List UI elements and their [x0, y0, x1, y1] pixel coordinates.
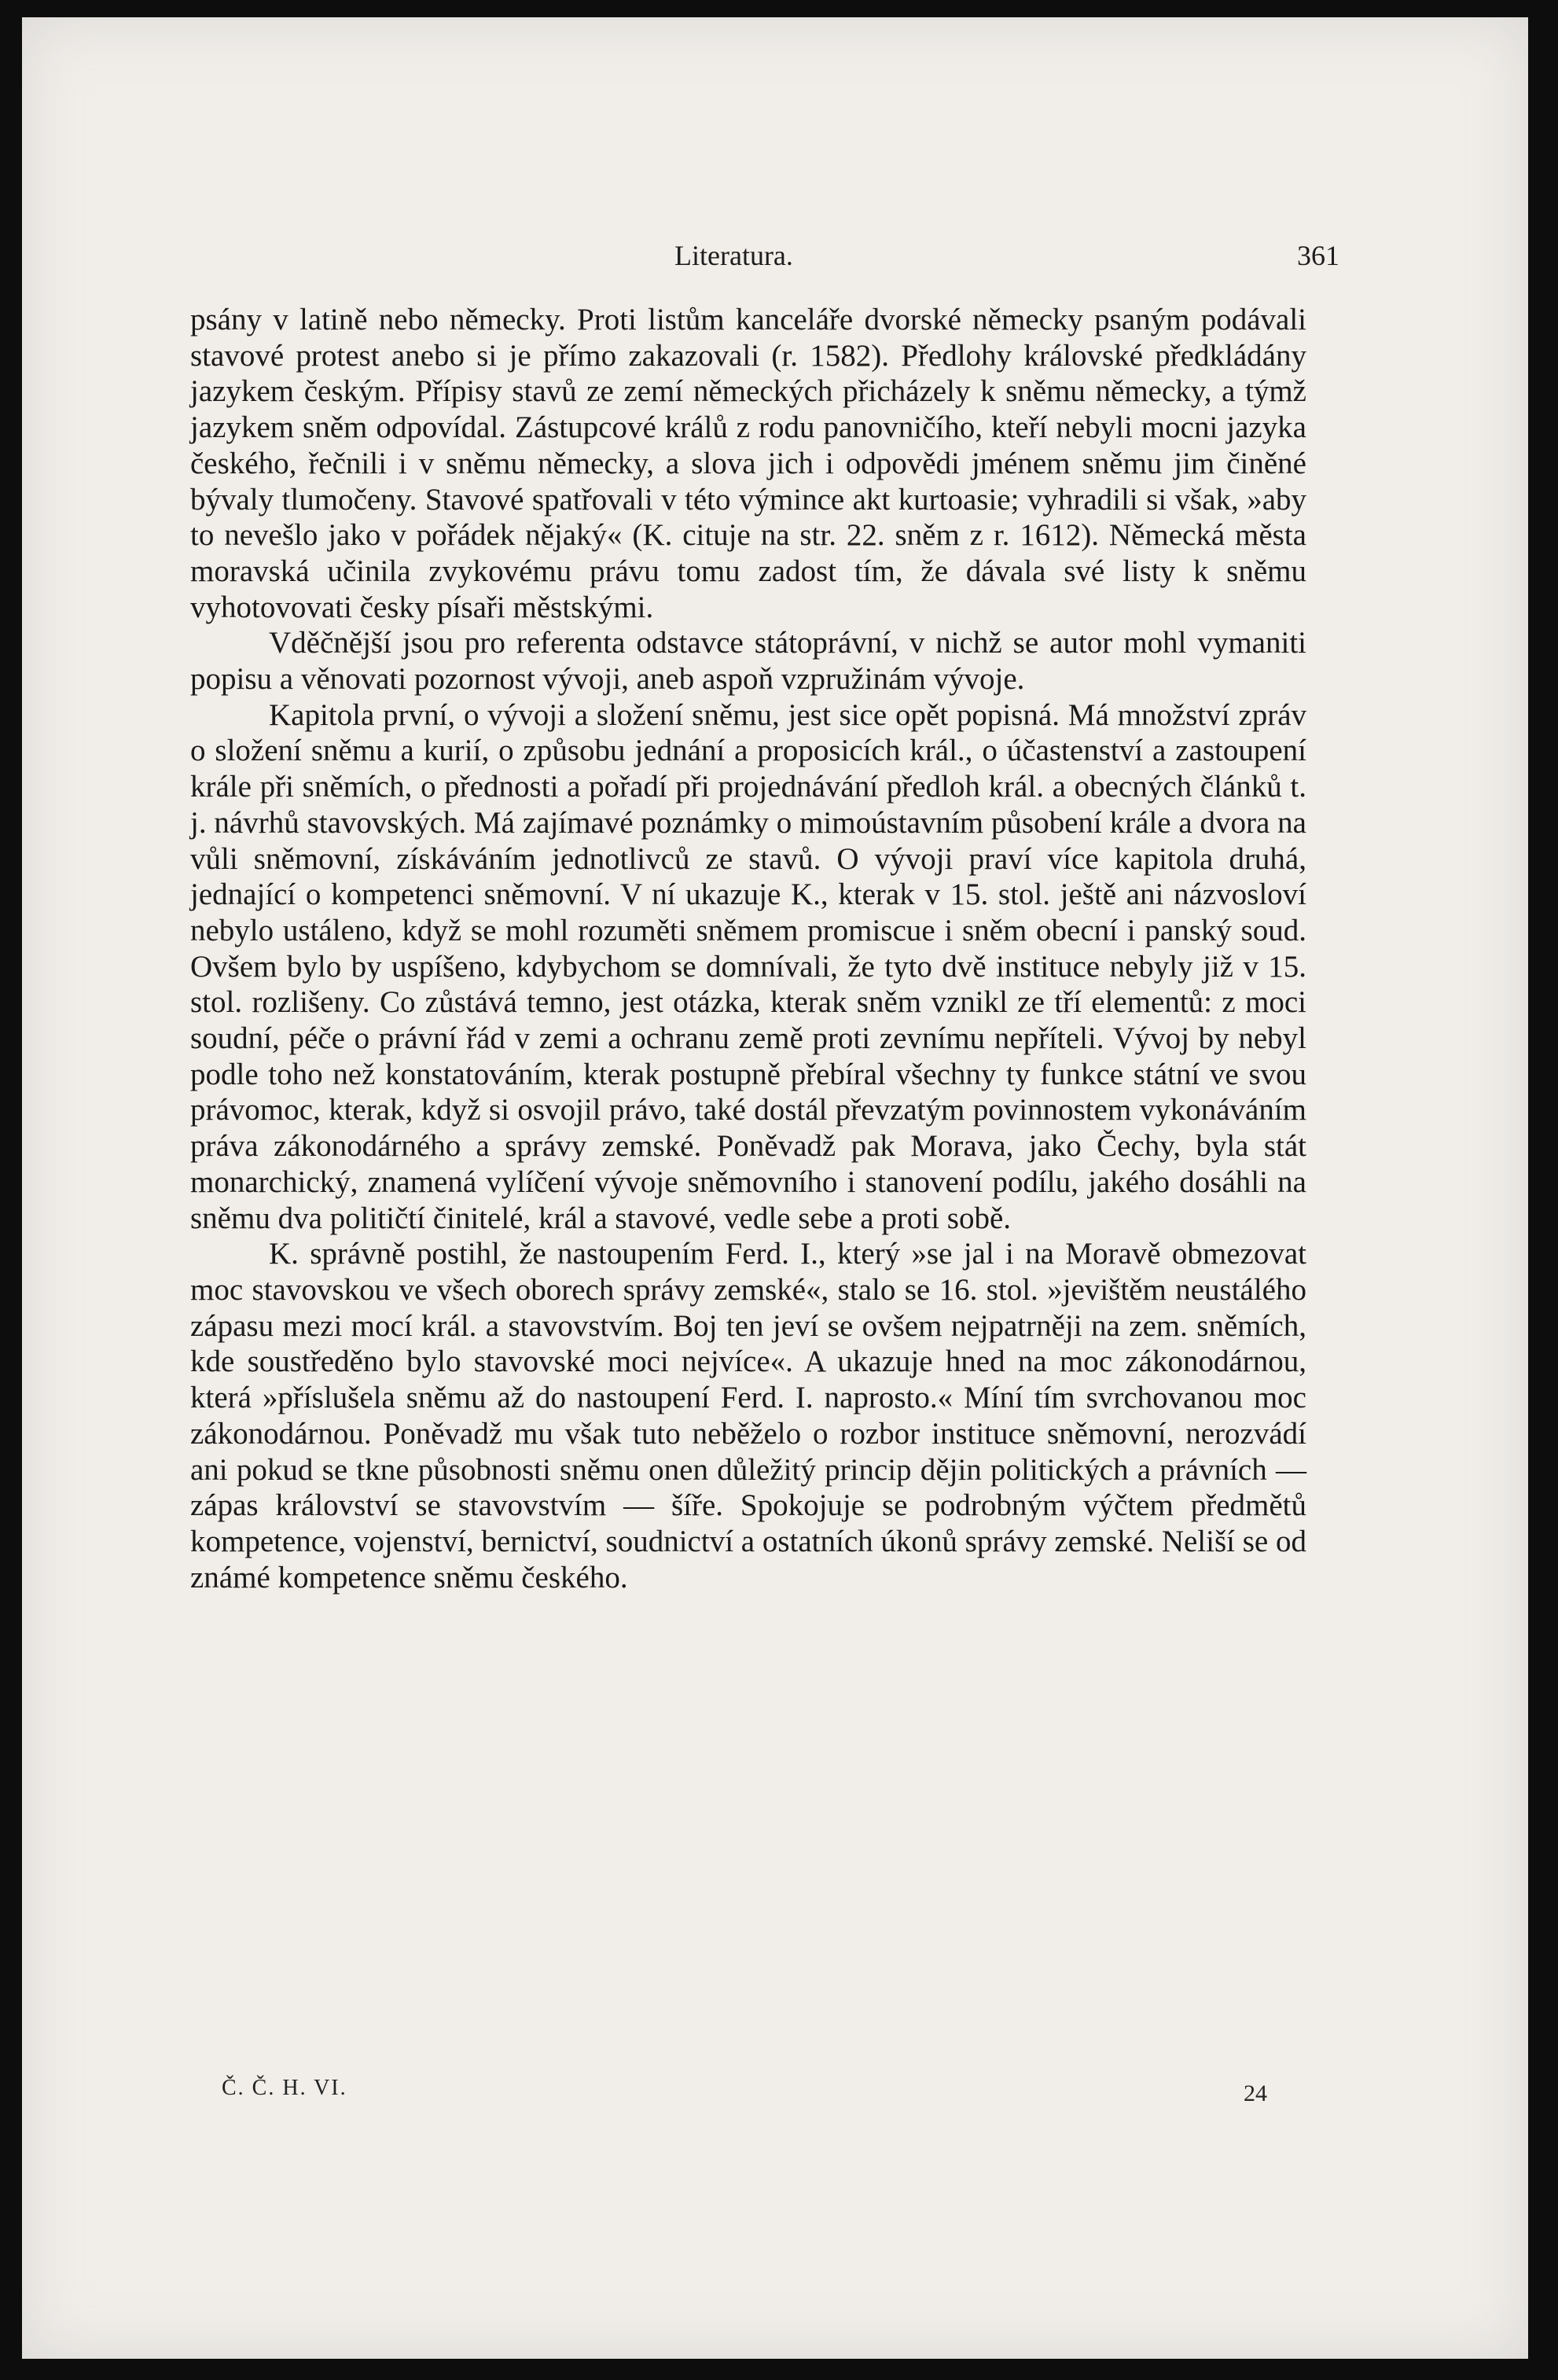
- book-page: [22, 17, 1528, 2359]
- paragraph: Kapitola první, o vývoji a složení sněmu, jest sice opět popisná. Má množství zpráv o složení sněmu a kurií, o způsobu jednání a proposicích král., o účastenství a zastoupení krále při sněmích, o přednosti a pořadí při projednávání předloh král. a obecných článků t. j. návrhů stavovských. Má zajímavé poznámky o mimoústavním působení krále a dvora na vůli sněmovní, získáváním jednotlivců ze stavů. O vývoji praví více kapitola druhá, jednající o kompetenci sněmovní. V ní ukazuje K., kterak v 15. stol. ještě ani názvosloví nebylo ustáleno, když se mohl rozuměti sněmem promiscue i sněm obecní i panský soud. Ovšem bylo by uspíšeno, kdybychom se domnívali, že tyto dvě instituce nebyly již v 15. stol. rozlišeny. Co zůstává temno, jest otázka, kterak sněm vznikl ze tří elementů: z moci soudní, péče o právní řád v zemi a ochranu země proti zevnímu nepříteli. Vývoj by nebyl podle toho než konstatováním, kterak postupně přebíral všechny ty funkce státní ve svou právomoc, kterak, když si osvojil právo, také dostál převzatým povinnostem vykonáváním práva zákonodárného a správy zemské. Poněvadž pak Morava, jako Čechy, byla stát monarchický, znamená vylíčení vývoje sněmovního i stanovení podílu, jakého dosáhli na sněmu dva političtí činitelé, král a stavové, vedle sebe a proti sobě.: [190, 697, 1306, 1235]
- paragraph: K. správně postihl, že nastoupením Ferd. I., který »se jal i na Moravě obmezovat moc stavovskou ve všech oborech správy zemské«, stalo se 16. stol. »jevištěm neustálého zápasu mezi mocí král. a stavovstvím. Boj ten jeví se ovšem nejpatrněji na zem. sněmích, kde soustředěno bylo stavovské moci nejvíce«. A ukazuje hned na moc zákonodárnou, která »příslušela sněmu až do nastoupení Ferd. I. naprosto.« Míní tím svrchovanou moc zákonodárnou. Poněvadž mu však tuto neběželo o rozbor instituce sněmovní, nerozvádí ani pokud se tkne působnosti sněmu onen důležitý princip dějin politických a právních — zápas království se stavovstvím — šíře. Spokojuje se podrobným výčtem předmětů kompetence, vojenství, bernictví, soudnictví a ostatních úkonů správy zemské. Neliší se od známé kompetence sněmu českého.: [190, 1237, 1306, 1595]
- header-title: Literatura.: [674, 240, 793, 271]
- running-header: [22, 239, 1528, 278]
- signature-mark: Č. Č. H. VI.: [222, 2076, 347, 2100]
- page-footer: [222, 2076, 1267, 2115]
- body-text: [190, 302, 1306, 1595]
- sheet-number: 24: [1244, 2080, 1267, 2106]
- page-number: 361: [1297, 240, 1339, 271]
- paragraph: psány v latině nebo německy. Proti listům kanceláře dvorské německy psaným podávali stavové protest anebo si je přímo zakazovali (r. 1582). Předlohy královské předkládány jazykem českým. Přípisy stavů ze zemí německých přicházely k sněmu německy, a týmž jazykem sněm odpovídal. Zástupcové králů z rodu panovničího, kteří nebyli mocni jazyka českého, řečnili i v sněmu německy, a slova jich i odpovědi jménem sněmu jim činěné bývaly tlumočeny. Stavové spatřovali v této výmince akt kurtoasie; vyhradili si však, »aby to nevešlo jako v pořádek nějaký« (K. cituje na str. 22. sněm z r. 1612). Německá města moravská učinila zvykovému právu tomu zadost tím, že dávala své listy k sněmu vyhotovovati česky písaři městskými.: [190, 303, 1306, 624]
- paragraph: Vděčnější jsou pro referenta odstavce státoprávní, v nichž se autor mohl vymaniti popisu a věnovati pozornost vývoji, aneb aspoň vzpružinám vývoje.: [190, 626, 1306, 697]
